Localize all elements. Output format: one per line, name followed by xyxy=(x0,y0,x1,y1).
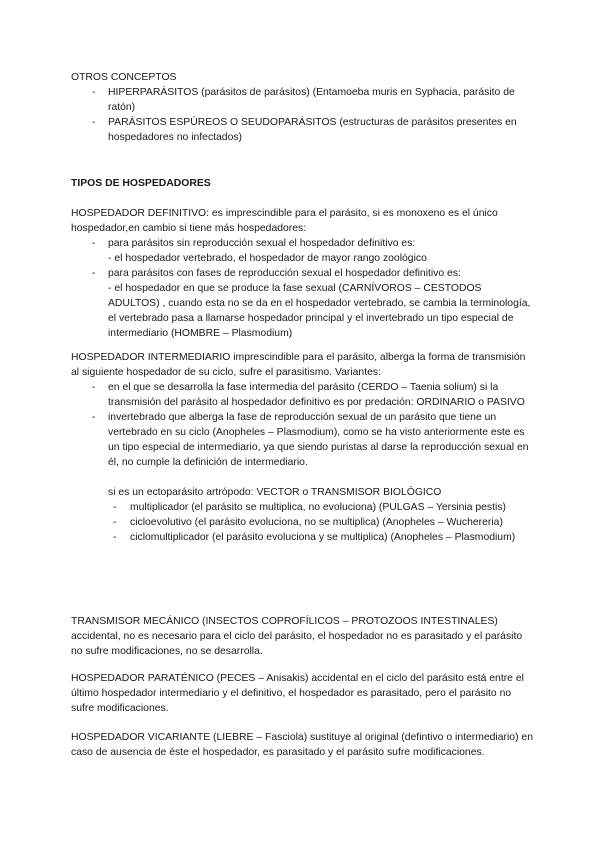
list-item: - cicloevolutivo (el parásito evoluciona, no se multiplica) (Anopheles – Wuchereria) xyxy=(108,515,533,530)
definitivo-intro: HOSPEDADOR DEFINITIVO: es imprescindible para el parásito, si es monoxeno es el único hospedador,en cambio si tiene más hospedadores: xyxy=(71,208,498,234)
list-item-sub: - el hospedador en que se produce la fase sexual (CARNÍVOROS – CESTODOS ADULTOS) , cuando esta no se da en el hospedador vertebrado, se cambia la terminología, el vertebrado pasa a llamarse hospedador principal y el invertebrado un tipo especial de intermediario (HOMBRE – Plasmodium) xyxy=(108,283,531,339)
list-item: - PARÁSITOS ESPÚREOS O SEUDOPARÁSITOS (estructuras de parásitos presentes en hospedadores no infectados) xyxy=(71,115,533,145)
list-item-main: - para parásitos con fases de reproducción sexual el hospedador definitivo es: xyxy=(108,268,461,279)
list-item: - invertebrado que alberga la fase de reproducción sexual de un parásito que tiene un vertebrado en su ciclo (Anopheles – Plasmodium), como se ha visto anteriormente este es un tipo especial de intermediario, ya que siendo puristas al darse la reproducción sexual en él, no cumple la definición de intermediario. xyxy=(71,410,533,470)
list-item-sub: - el hospedador vertebrado, el hospedador de mayor rango zoológico xyxy=(108,253,427,264)
definitivo-section xyxy=(71,206,533,341)
tipos-section xyxy=(71,176,533,191)
paratenico-section xyxy=(71,671,533,716)
list-item: - en el que se desarrolla la fase intermedia del parásito (CERDO – Taenia solium) si la transmisión del parásito al hospedador definitivo es por predación: ORDINARIO o PASIVO xyxy=(71,380,533,410)
intermediario-intro: HOSPEDADOR INTERMEDIARIO imprescindible para el parásito, alberga la forma de transmisión al siguiente hospedador de su ciclo, sufre el parasitismo. Variantes: xyxy=(71,352,526,378)
list-item: - multiplicador (el parásito se multiplica, no evoluciona) (PULGAS – Yersinia pestis) xyxy=(108,500,533,515)
paratenico-paragraph: HOSPEDADOR PARATÉNICO (PECES – Anisakis) accidental en el ciclo del parásito está entre el último hospedador intermediario y el definitivo, el hospedador es parasitado, pero el parásito no sufre modificaciones. xyxy=(71,673,524,714)
vector-intro: si es un ectoparásito artrópodo: VECTOR o TRANSMISOR BIOLÓGICO xyxy=(108,487,442,498)
vector-block xyxy=(108,485,533,545)
list-item: - ciclomultiplicador (el parásito evoluciona y se multiplica) (Anopheles – Plasmodium) xyxy=(108,530,533,545)
mecanico-paragraph: TRANSMISOR MECÁNICO (INSECTOS COPROFÍLICOS – PROTOZOOS INTESTINALES) accidental, no es necesario para el ciclo del parásito, el hospedador no es parasitado y el parásito no sufre modificaciones, no se desarrolla. xyxy=(71,616,523,657)
intermediario-section xyxy=(71,350,533,545)
list-item-main: - para parásitos sin reproducción sexual el hospedador definitivo es: xyxy=(108,238,416,249)
list-item xyxy=(71,236,533,266)
vicariante-paragraph: HOSPEDADOR VICARIANTE (LIEBRE – Fasciola) sustituye al original (defintivo o intermediario) en caso de ausencia de éste el hospedador, es parasitado y el parásito sufre modificaciones. xyxy=(71,732,533,758)
list-item: - HIPERPARÁSITOS (parásitos de parásitos) (Entamoeba muris en Syphacia, parásito de ratón) xyxy=(71,85,533,115)
section-heading: TIPOS DE HOSPEDADORES xyxy=(71,178,211,189)
otros-conceptos-list xyxy=(71,85,533,145)
otros-conceptos-title: OTROS CONCEPTOS xyxy=(71,72,177,83)
vicariante-section xyxy=(71,730,533,760)
otros-conceptos-section xyxy=(71,70,533,145)
definitivo-list xyxy=(71,236,533,341)
list-item xyxy=(71,266,533,341)
mecanico-section xyxy=(71,614,533,659)
vector-list xyxy=(108,500,533,545)
intermediario-list xyxy=(71,380,533,470)
